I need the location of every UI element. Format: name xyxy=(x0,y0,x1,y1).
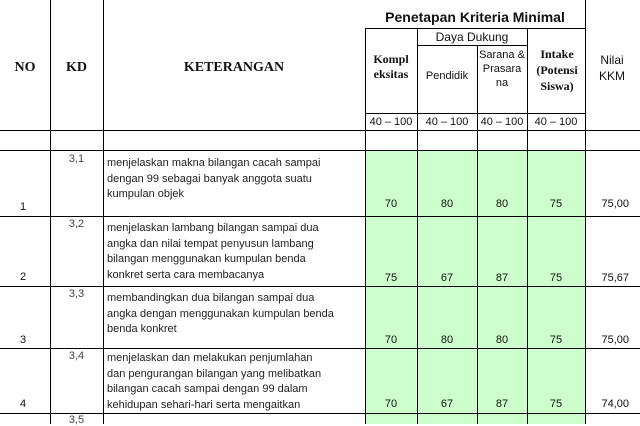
row-kompleksitas: 70 xyxy=(384,398,398,410)
desc-line: menjelaskan dan melakukan penjumlahan xyxy=(107,352,313,364)
row-nilai: 74,00 xyxy=(601,398,629,410)
desc-line: bilangan cacah sampai dengan 99 dalam xyxy=(107,383,308,395)
row-pendidik: 80 xyxy=(440,198,454,210)
row-kd: 3,5 xyxy=(68,414,85,426)
desc-line: kumpulan objek xyxy=(107,188,185,200)
row-description xyxy=(107,351,363,413)
desc-line: dan pengurangan bilangan yang melibatkan xyxy=(107,367,322,380)
row-description xyxy=(107,291,363,338)
grid-line xyxy=(365,28,585,29)
desc-line: angka dan nilai tempat penyusun lambang xyxy=(107,237,314,250)
row-intake: 75 xyxy=(549,334,563,346)
row-description xyxy=(107,156,363,203)
row-intake: 75 xyxy=(549,198,563,210)
row-kd: 3,3 xyxy=(68,288,85,300)
row-sarana: 87 xyxy=(495,272,509,284)
range-intake: 40 – 100 xyxy=(534,116,578,128)
range-kompleksitas: 40 – 100 xyxy=(369,116,413,128)
desc-line: bilangan menggunakan kumpulan benda xyxy=(107,253,306,265)
header-nilai-kkm: Nilai KKM xyxy=(598,53,625,83)
row-description xyxy=(107,221,363,283)
range-pendidik: 40 – 100 xyxy=(425,116,469,128)
grid-line xyxy=(0,286,640,287)
desc-line: menjelaskan lambang bilangan sampai dua xyxy=(107,222,319,234)
desc-line: kehidupan sehari-hari serta mengaitkan xyxy=(107,398,301,411)
row-sarana: 87 xyxy=(495,398,509,410)
row-kd: 3,4 xyxy=(68,350,85,362)
row-sarana: 80 xyxy=(495,334,509,346)
row-nilai: 75,67 xyxy=(601,272,629,284)
desc-line: dengan 99 sebagai banyak anggota suatu xyxy=(107,172,312,185)
row-kompleksitas: 70 xyxy=(384,198,398,210)
grid-line xyxy=(0,348,640,349)
grid-line xyxy=(0,216,640,217)
header-pendidik: Pendidik xyxy=(425,70,469,82)
row-kompleksitas: 70 xyxy=(384,334,398,346)
grid-line xyxy=(585,0,586,424)
row-intake: 75 xyxy=(549,272,563,284)
row-no: 2 xyxy=(20,271,27,283)
row-kompleksitas: 75 xyxy=(384,272,398,284)
header-no: NO xyxy=(14,60,36,75)
row-sarana: 80 xyxy=(495,198,509,210)
row-pendidik: 80 xyxy=(440,334,454,346)
row-pendidik: 67 xyxy=(440,398,454,410)
grid-line xyxy=(477,45,478,424)
grid-line xyxy=(417,28,418,424)
desc-line: membandingkan dua bilangan sampai dua xyxy=(107,292,315,304)
header-kompleksitas: Kompl eksitas xyxy=(373,52,409,81)
desc-line: angka dengan menggunakan kumpulan benda xyxy=(107,307,334,320)
grid-line xyxy=(0,150,640,151)
row-nilai: 75,00 xyxy=(601,334,629,346)
header-keterangan: KETERANGAN xyxy=(183,60,285,75)
desc-line: benda konkret xyxy=(107,323,177,335)
desc-line: konkret serta cara membacanya xyxy=(107,268,265,281)
grid-line xyxy=(0,130,640,131)
grid-line xyxy=(365,28,366,424)
range-sarana: 40 – 100 xyxy=(480,116,524,128)
row-pendidik: 67 xyxy=(440,272,454,284)
header-daya-dukung: Daya Dukung xyxy=(435,30,509,44)
row-kd: 3,2 xyxy=(68,218,85,230)
highlight-area xyxy=(365,150,585,424)
header-intake: Intake (Potensi Siswa) xyxy=(536,47,578,93)
row-no: 3 xyxy=(20,334,27,346)
desc-line: menjelaskan makna bilangan cacah sampai xyxy=(107,157,321,169)
grid-line xyxy=(365,113,585,114)
row-no: 1 xyxy=(20,201,27,213)
row-no: 4 xyxy=(20,398,27,410)
header-kd: KD xyxy=(66,60,87,75)
header-sarana: Sarana & Prasara na xyxy=(479,49,525,89)
row-kd: 3,1 xyxy=(68,153,85,165)
row-intake: 75 xyxy=(549,398,563,410)
grid-line xyxy=(417,45,527,46)
header-penetapan: Penetapan Kriteria Minimal xyxy=(385,9,565,25)
row-nilai: 75,00 xyxy=(601,198,629,210)
grid-line xyxy=(527,28,528,424)
